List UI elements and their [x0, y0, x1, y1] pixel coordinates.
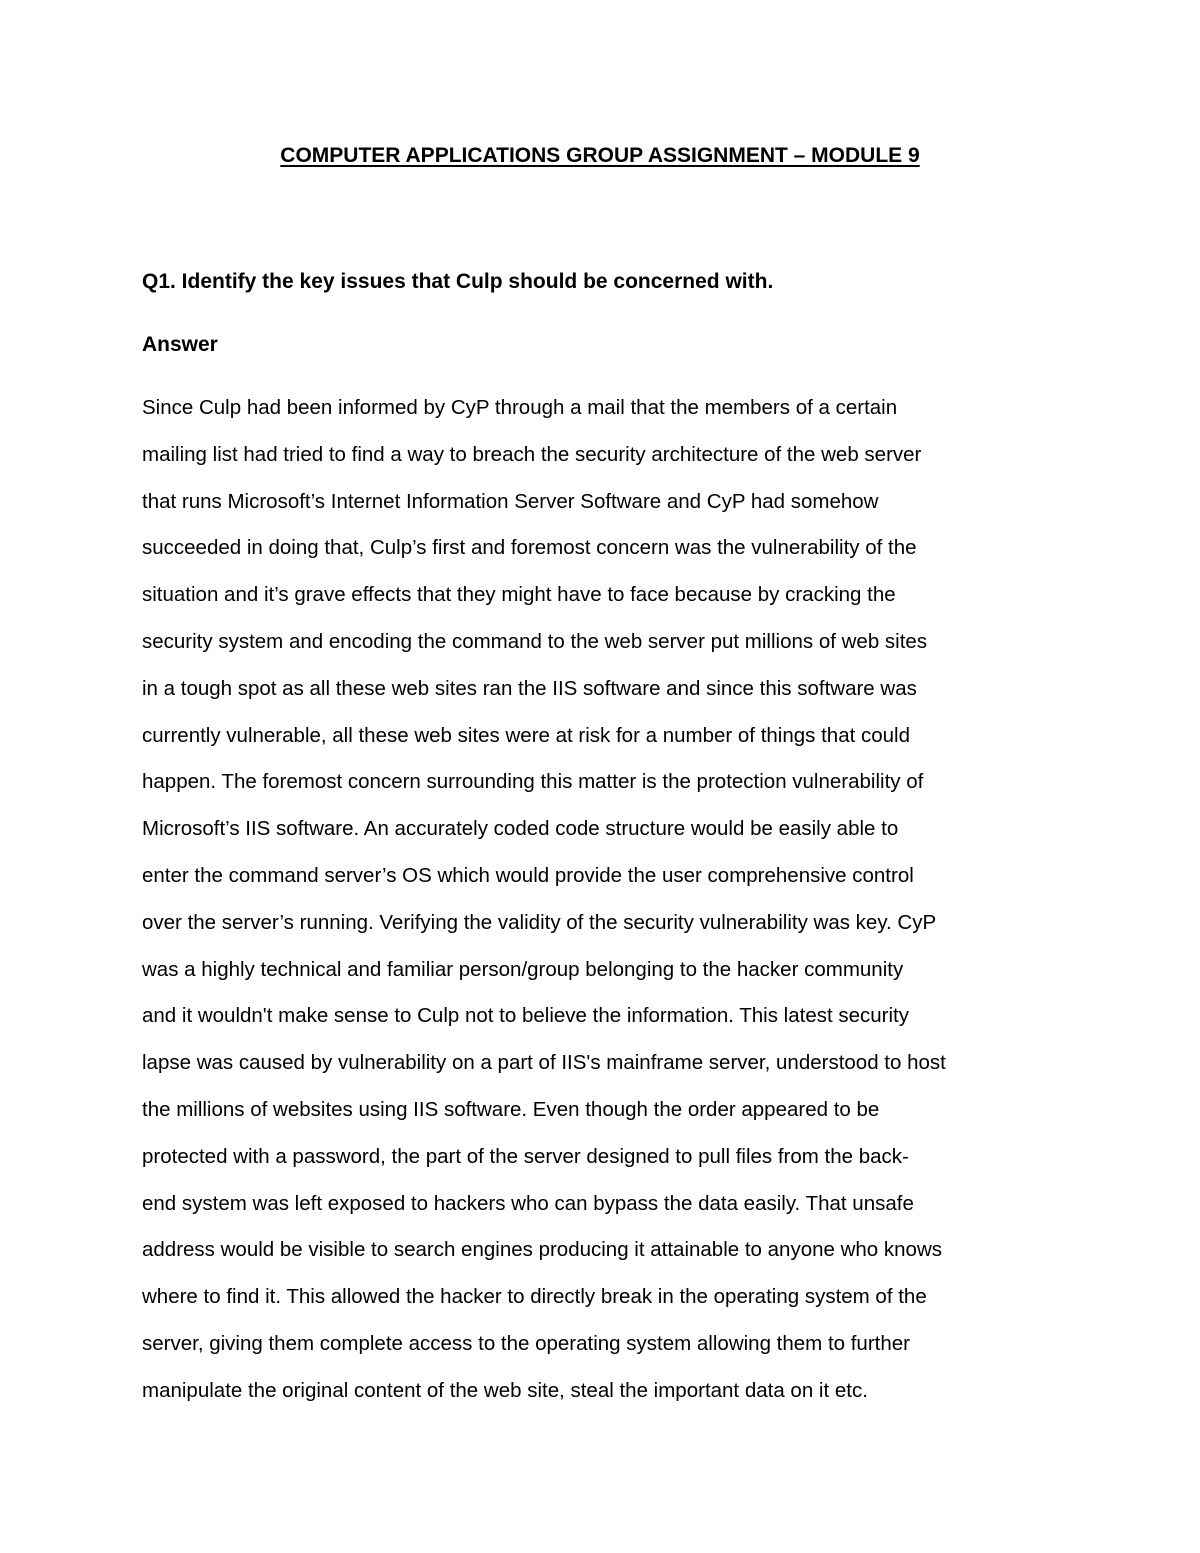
body-text-line: manipulate the original content of the web site, steal the important data on it etc. [142, 1378, 868, 1402]
body-text-line: the millions of websites using IIS software. Even though the order appeared to be [142, 1097, 880, 1121]
body-text-line: lapse was caused by vulnerability on a part of IIS's mainframe server, understood to host [142, 1051, 946, 1075]
question-heading: Q1. Identify the key issues that Culp should be concerned with. [142, 270, 774, 293]
body-text-line: over the server’s running. Verifying the validity of the security vulnerability was key. CyP [142, 910, 937, 934]
body-text-line: server, giving them complete access to the operating system allowing them to further [142, 1331, 910, 1355]
body-text-line: situation and it’s grave effects that they might have to face because by cracking the [142, 583, 896, 607]
document-title: COMPUTER APPLICATIONS GROUP ASSIGNMENT – MODULE 9 [280, 144, 920, 167]
body-text-line: and it wouldn't make sense to Culp not to believe the information. This latest security [142, 1004, 909, 1028]
answer-body [142, 394, 1072, 1424]
body-text-line: currently vulnerable, all these web sites were at risk for a number of things that could [142, 723, 910, 747]
body-text-line: was a highly technical and familiar person/group belonging to the hacker community [142, 957, 904, 981]
body-text-line: end system was left exposed to hackers who can bypass the data easily. That unsafe [142, 1191, 914, 1215]
body-text-line: Since Culp had been informed by CyP through a mail that the members of a certain [142, 396, 898, 419]
body-text-line: protected with a password, the part of the server designed to pull files from the back- [142, 1144, 909, 1168]
body-text-line: Microsoft’s IIS software. An accurately coded code structure would be easily able to [142, 817, 899, 841]
answer-heading: Answer [142, 333, 218, 356]
body-text-line: succeeded in doing that, Culp’s first and foremost concern was the vulnerability of the [142, 536, 917, 560]
body-text-line: that runs Microsoft’s Internet Information Server Software and CyP had somehow [142, 489, 879, 513]
body-text-line: in a tough spot as all these web sites ran the IIS software and since this software was [142, 676, 917, 700]
body-text-line: address would be visible to search engines producing it attainable to anyone who knows [142, 1238, 943, 1262]
body-text-line: happen. The foremost concern surrounding this matter is the protection vulnerability of [142, 770, 924, 794]
body-text-line: security system and encoding the command to the web server put millions of web sites [142, 629, 928, 653]
body-text-line: enter the command server’s OS which would provide the user comprehensive control [142, 863, 914, 887]
body-text-line: where to find it. This allowed the hacker to directly break in the operating system of the [142, 1285, 927, 1309]
body-text-line: mailing list had tried to find a way to breach the security architecture of the web server [142, 442, 922, 466]
